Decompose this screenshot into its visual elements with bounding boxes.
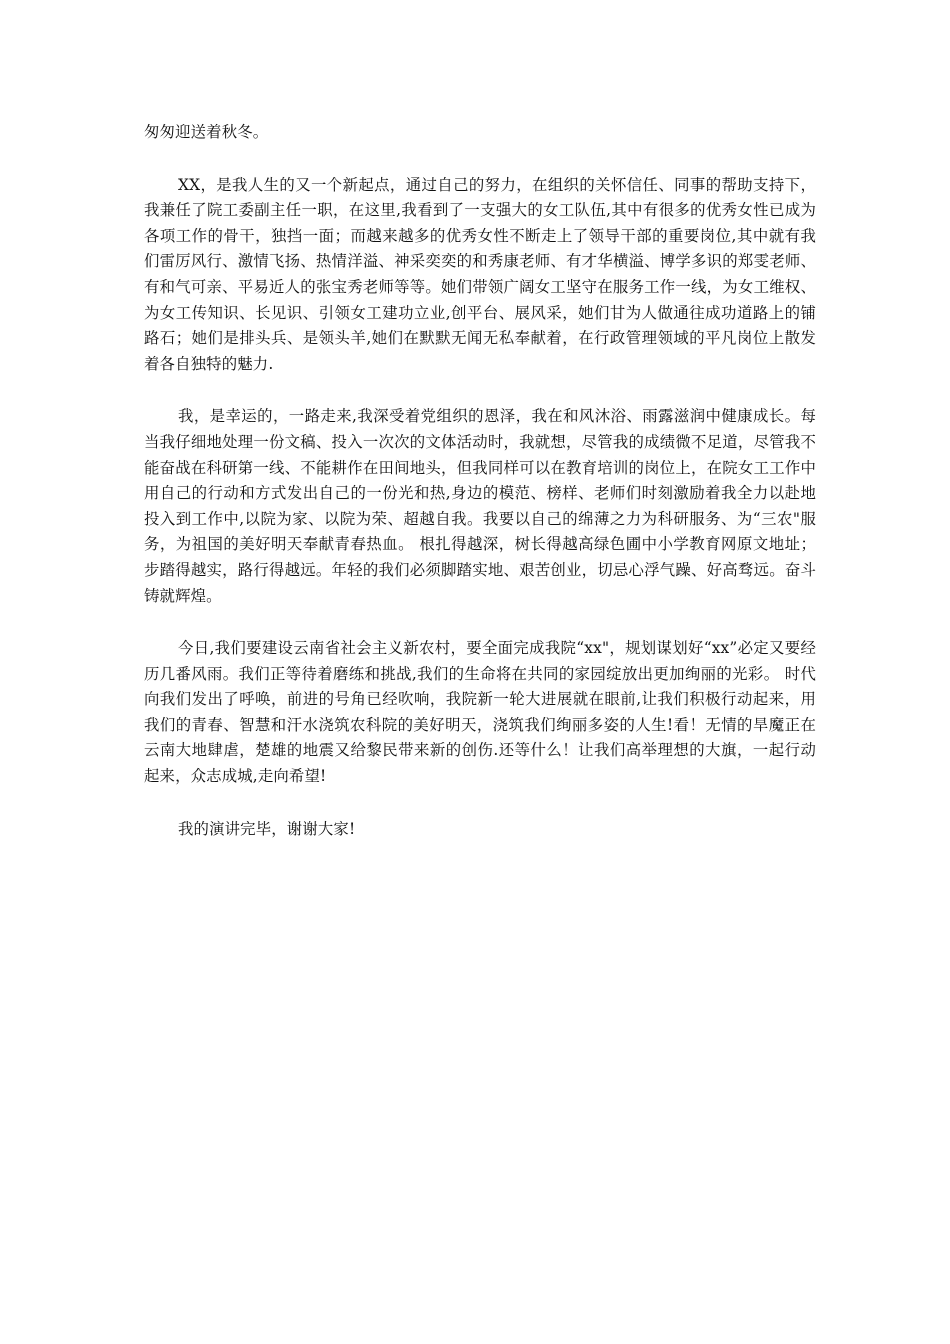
document-page bbox=[144, 120, 816, 869]
paragraph-fortunate: 我，是幸运的，一路走来,我深受着党组织的恩泽，我在和风沐浴、雨露滋润中健康成长。每当我仔细地处理一份文稿、投入一次次的文体活动时，我就想，尽管我的成绩微不足道，尽管我不能奋战在科研第一线、不能耕作在田间地头，但我同样可以在教育培训的岗位上，在院女工工作中用自己的行动和方式发出自己的一份光和热,身边的模范、榜样、老师们时刻激励着我全力以赴地投入到工作中,以院为家、以院为荣、超越自我。我要以自己的绵薄之力为科研服务、为“三农"服务，为祖国的美好明天奉献青春热血。 根扎得越深，树长得越高绿色圃中小学教育网原文地址；步踏得越实，路行得越远。年轻的我们必须脚踏实地、艰苦创业，切忌心浮气躁、好高骛远。奋斗铸就辉煌。 bbox=[144, 407, 816, 605]
paragraph-new-starting-point: XX，是我人生的又一个新起点，通过自己的努力，在组织的关怀信任、同事的帮助支持下，我兼任了院工委副主任一职，在这里,我看到了一支强大的女工队伍,其中有很多的优秀女性已成为各项工作的骨干，独挡一面；而越来越多的优秀女性不断走上了领导干部的重要岗位,其中就有我们雷厉风行、激情飞扬、热情洋溢、神采奕奕的和秀康老师、有才华横溢、博学多识的郑雯老师、有和气可亲、平易近人的张宝秀老师等等。她们带领广阔女工坚守在服务工作一线，为女工维权、为女工传知识、长见识、引领女工建功立业,创平台、展风采，她们甘为人做通往成功道路上的铺路石；她们是排头兵、是领头羊,她们在默默无闻无私奉献着，在行政管理领域的平凡岗位上散发着各自独特的魅力. bbox=[144, 175, 816, 373]
paragraph-closing-line: 匆匆迎送着秋冬。 bbox=[144, 123, 269, 141]
paragraph-today: 今日,我们要建设云南省社会主义新农村，要全面完成我院“xx"，规划谋划好“xx”必定又要经历几番风雨。我们正等待着磨练和挑战,我们的生命将在共同的家园绽放出更加绚丽的光彩。 时代向我们发出了呼唤，前进的号角已经吹响，我院新一轮大进展就在眼前,让我们积极行动起来，用我们的青春、智慧和汗水浇筑农科院的美好明天，浇筑我们绚丽多姿的人生!看！无情的旱魔正在云南大地肆虐，楚雄的地震又给黎民带来新的创伤.还等什么！让我们高举理想的大旗，一起行动起来，众志成城,走向希望! bbox=[144, 639, 816, 786]
paragraph-conclusion: 我的演讲完毕，谢谢大家! bbox=[178, 819, 356, 838]
